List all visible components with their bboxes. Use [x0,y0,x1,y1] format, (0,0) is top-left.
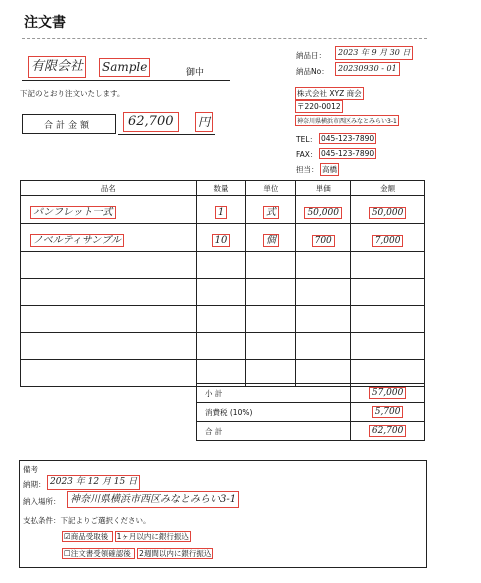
table-row-empty [21,306,425,333]
items-table [20,180,425,387]
place-value: 神奈川県横浜市西区みなとみらい3-1 [70,494,237,505]
issuer-address: 神奈川県横浜市西区みなとみらい3-1 [297,118,397,125]
header-amount: 金額 [351,181,425,196]
table-row [21,196,425,224]
option1-text-a: 商品受取後 [70,532,109,541]
total-unit: 円 [198,115,211,129]
option2-text-b: 2週間以内に銀行振込 [139,549,212,558]
header-unit: 単位 [246,181,296,196]
header-name: 品名 [21,181,197,196]
payment-option-1[interactable] [63,531,190,542]
recipient-honorific: 御中 [186,68,205,78]
row2-qty: 10 [214,235,228,246]
notes-heading: 備考 [23,465,38,474]
option2-checkbox[interactable] [63,549,134,558]
row2-amount: 7,000 [374,236,401,246]
option1-checkbox[interactable] [63,532,112,541]
option2-text-a: 注文書受領確認後 [70,549,131,558]
place-label: 納入場所： [23,497,61,506]
total-amount: 62,700 [124,113,178,131]
option1-check-icon: ☑ [64,532,71,541]
subtotal-label: 小 計 [197,384,351,403]
issuer-contact: 高橋 [322,165,337,174]
deadline-label: 納期： [23,480,46,489]
table-row-empty [21,279,425,306]
table-row-empty [21,252,425,279]
issuer-company: 株式会社 XYZ 商会 [297,89,362,98]
header-qty: 数量 [196,181,246,196]
table-row [21,224,425,252]
total-label: 合計金額 [43,121,92,131]
row1-unit: 式 [265,207,276,218]
row2-price: 700 [314,236,332,246]
row1-price: 50,000 [307,208,339,218]
summary-table [196,383,425,441]
issuer-postal: 〒220-0012 [297,102,341,111]
delivery-no-value: 20230930 - 01 [338,64,397,73]
header-price: 単価 [296,181,351,196]
delivery-no-label: 納品No： [296,67,329,76]
issuer-tel-label: TEL： [296,135,317,144]
lead-text: 下記のとおり注文いたします。 [20,89,125,98]
row1-name: パンフレット一式 [33,207,113,218]
row2-name: ノベルティサンプル [33,235,121,246]
payment-option-2[interactable] [63,548,212,559]
recipient-underline [22,80,230,81]
row2-unit: 個 [265,235,276,246]
issuer-tel: 045-123-7890 [321,134,375,143]
recipient-sample: Sample [102,60,148,74]
page-title: 注文書 [24,15,66,31]
tax-label: 消費税 (10%) [197,403,351,422]
row1-amount: 50,000 [371,208,404,218]
delivery-date-value: 2023 年 9 月 30 日 [338,48,411,57]
option2-check-icon: ☐ [64,549,71,558]
title-divider [22,38,427,39]
recipient-name: 有限会社 [29,57,85,77]
issuer-fax: 045-123-7890 [321,149,375,158]
row1-qty: 1 [217,207,225,218]
tax-value: 5,700 [374,407,401,417]
issuer-contact-label: 担当： [296,165,319,174]
total-underline [118,134,215,135]
issuer-fax-label: FAX： [296,150,318,159]
payment-label: 支払条件：下記よりご選択ください。 [23,516,151,525]
deadline-value: 2023 年 12 月 15 日 [50,477,138,487]
option1-text-b: 1ヶ月以内に銀行振込 [116,532,189,541]
table-row-empty [21,333,425,360]
grand-total-label: 合 計 [197,422,351,441]
delivery-date-label: 納品日： [296,51,326,60]
grand-total-value: 62,700 [371,426,404,436]
subtotal-value: 57,000 [371,388,404,398]
